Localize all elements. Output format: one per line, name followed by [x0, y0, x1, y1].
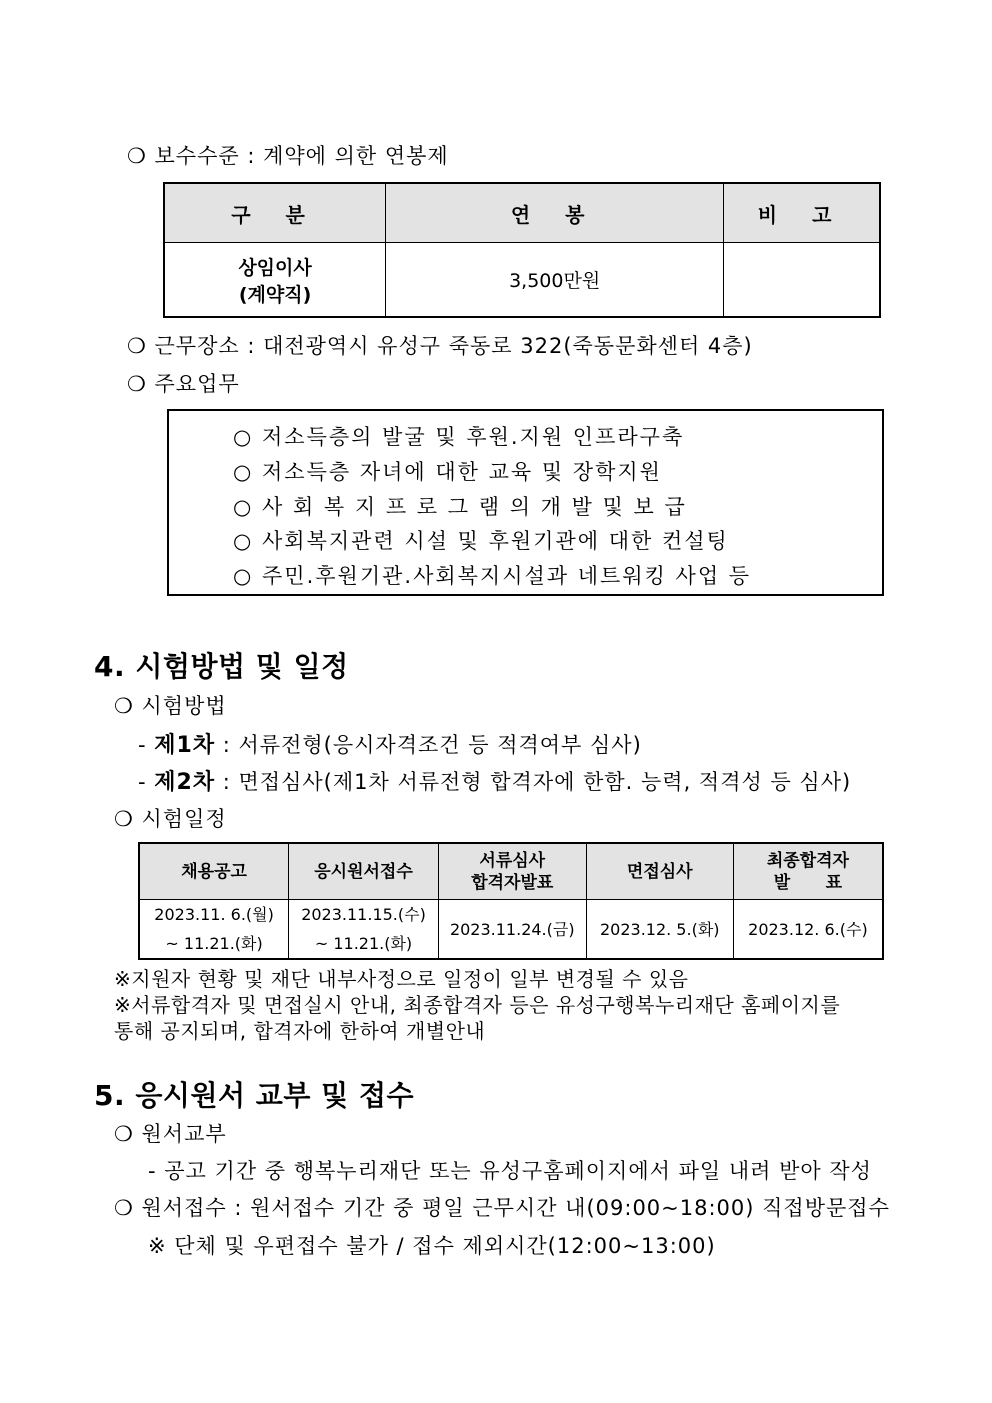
- pay-table-header-row: [164, 183, 880, 243]
- section5-title: 5. 응시원서 교부 및 접수: [94, 1079, 415, 1112]
- exam-step1: [138, 728, 642, 759]
- duty-item: ○ 사회복지관련 시설 및 후원기관에 대한 컨설팅: [233, 529, 729, 553]
- schedule-header: [586, 843, 733, 900]
- schedule-header: [733, 843, 883, 900]
- schedule-cell-line: ~ 11.21.(화): [165, 934, 263, 953]
- pay-header-salary: 연 봉: [386, 183, 724, 243]
- exam-method-line: ❍ 시험방법: [114, 694, 227, 718]
- pay-position-type: (계약직): [238, 283, 312, 306]
- pay-table: [163, 182, 881, 318]
- form-issue-detail: - 공고 기간 중 행복누리재단 또는 유성구홈페이지에서 파일 내려 받아 작성: [148, 1159, 872, 1183]
- schedule-header-line: 채용공고: [181, 861, 247, 882]
- schedule-cell-line: 2023.11.15.(수): [301, 905, 426, 924]
- workplace-line: ❍ 근무장소 : 대전광역시 유성구 죽동로 322(죽동문화센터 4층): [127, 334, 753, 358]
- exam-step1-label: 제1차: [154, 733, 216, 758]
- pay-note-cell: [724, 243, 880, 318]
- schedule-header-line: 면접심사: [626, 861, 693, 882]
- pay-table-row: [164, 243, 880, 318]
- exam-step1-dash: -: [138, 733, 155, 757]
- schedule-header: [438, 843, 586, 900]
- schedule-note: ※서류합격자 및 면접실시 안내, 최종합격자 등은 유성구행복누리재단 홈페이지를: [114, 993, 841, 1017]
- schedule-cell-line: ~ 11.21.(화): [314, 934, 413, 953]
- exam-step2: [138, 765, 851, 796]
- duty-item: ○ 저소득층 자녀에 대한 교육 및 장학지원: [233, 460, 662, 484]
- schedule-cell: [289, 900, 439, 960]
- duty-item: ○ 저소득층의 발굴 및 후원.지원 인프라구축: [233, 425, 685, 449]
- schedule-date-row: [139, 900, 883, 960]
- exam-step2-text: : 면접심사(제1차 서류전형 합격자에 한함. 능력, 적격성 등 심사): [215, 770, 852, 794]
- duty-item: ○ 사 회 복 지 프 로 그 램 의 개 발 및 보 급: [233, 495, 687, 519]
- exam-step2-dash: -: [138, 770, 155, 794]
- schedule-header-line: 합격자발표: [471, 872, 554, 893]
- schedule-cell-line: 2023.11.24.(금): [449, 919, 575, 939]
- schedule-header-row: [139, 843, 883, 900]
- pay-header-note: 비 고: [724, 183, 880, 243]
- duties-box: [167, 409, 884, 596]
- pay-position-cell: [164, 243, 386, 318]
- form-issue-line: ❍ 원서교부: [114, 1122, 227, 1146]
- exam-schedule-line: ❍ 시험일정: [114, 807, 227, 831]
- schedule-table: [138, 842, 884, 960]
- schedule-header-line: 최종합격자: [766, 850, 849, 871]
- schedule-cell-line: 2023.11. 6.(월): [154, 905, 274, 924]
- schedule-header-line: 서류심사: [479, 850, 546, 871]
- schedule-cell: [733, 900, 883, 960]
- form-receipt-line: ❍ 원서접수 : 원서접수 기간 중 평일 근무시간 내(09:00~18:00) 직접방문접수: [114, 1196, 890, 1220]
- schedule-cell: [438, 900, 586, 960]
- exam-step1-text: : 서류전형(응시자격조건 등 적격여부 심사): [215, 733, 642, 757]
- form-receipt-note: ※ 단체 및 우편접수 불가 / 접수 제외시간(12:00~13:00): [148, 1234, 716, 1258]
- schedule-header-line: 발 표: [773, 872, 843, 893]
- duties-line: ❍ 주요업무: [127, 372, 240, 396]
- schedule-cell-line: 2023.12. 6.(수): [748, 919, 868, 939]
- schedule-header-line: 응시원서접수: [314, 861, 413, 882]
- pay-header-category: 구 분: [164, 183, 386, 243]
- exam-step2-label: 제2차: [154, 770, 216, 795]
- schedule-header: [289, 843, 439, 900]
- pay-salary-cell: 3,500만원: [386, 243, 724, 318]
- schedule-header: [139, 843, 289, 900]
- duty-item: ○ 주민.후원기관.사회복지시설과 네트워킹 사업 등: [233, 564, 752, 588]
- schedule-note: ※지원자 현황 및 재단 내부사정으로 일정이 일부 변경될 수 있음: [114, 967, 689, 991]
- schedule-cell-line: 2023.12. 5.(화): [599, 919, 720, 939]
- schedule-note: 통해 공지되며, 합격자에 한하여 개별안내: [114, 1019, 486, 1043]
- schedule-cell: [586, 900, 733, 960]
- schedule-cell: [139, 900, 289, 960]
- pay-level-line: ❍ 보수수준 : 계약에 의한 연봉제: [127, 144, 449, 168]
- pay-position-title: 상임이사: [238, 256, 312, 279]
- section4-title: 4. 시험방법 및 일정: [94, 650, 349, 683]
